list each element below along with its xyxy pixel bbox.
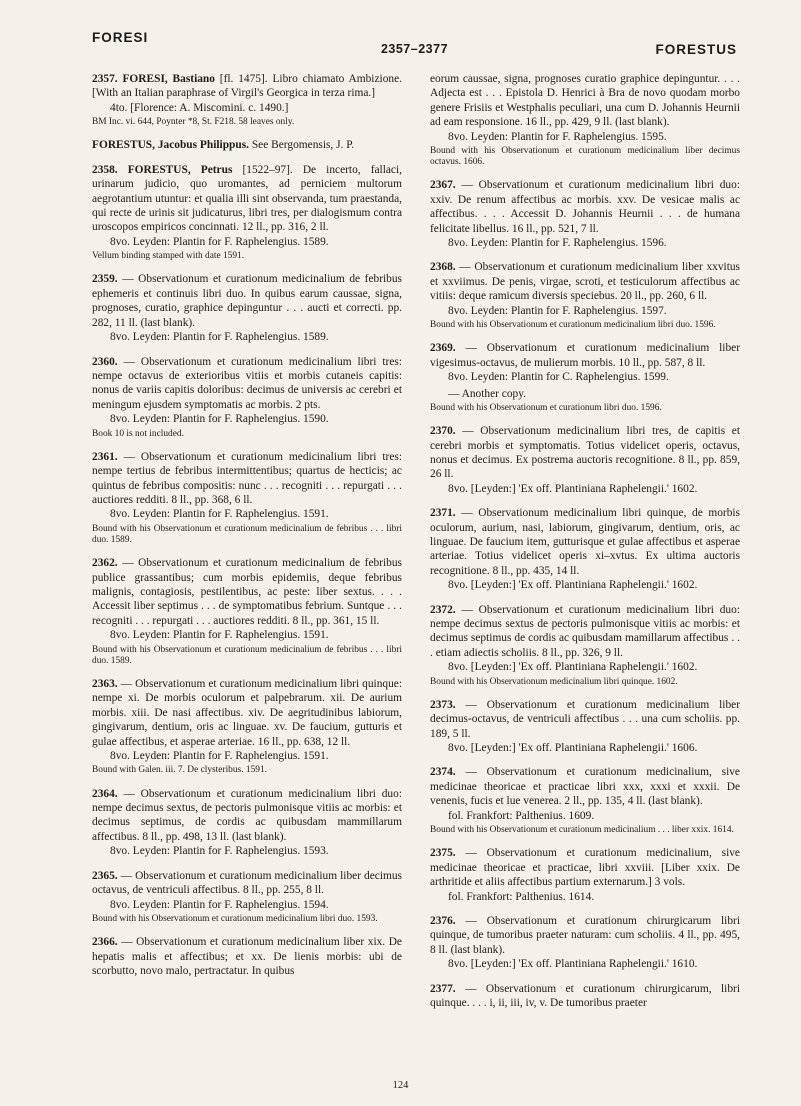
entry-description bbox=[430, 506, 740, 578]
entry-number: 2366. bbox=[92, 936, 118, 949]
entry-number: 2372. bbox=[430, 603, 456, 616]
entry-subcopy: — Another copy. bbox=[448, 387, 527, 400]
author-name: FORESTUS, Petrus bbox=[127, 163, 233, 176]
entry-description bbox=[430, 178, 740, 236]
catalog-entry bbox=[430, 914, 740, 972]
entry-imprint: 8vo. [Leyden:] 'Ex off. Plantiniana Raphelengii.' 1602. bbox=[448, 579, 698, 592]
entry-description bbox=[430, 982, 740, 1011]
entry-title-text: — Observationum medicinalium libri quinque, de morbis oculorum, aurium, nasi, labiorum, gingivarum, dentium, oris, ac linguae. De faucium item, gutturisque et gulae affectibus et asperae arteriae. Totius videlicet operis xi–xvtus. Ex ultima auctoris recognitione. 8 ll., pp. 435, 14 ll. bbox=[430, 507, 740, 577]
entry-note: Vellum binding stamped with date 1591. bbox=[92, 251, 245, 262]
entry-note: Bound with his Observationum et curationum medicinalium . . . liber xxix. 1614. bbox=[430, 825, 734, 836]
entry-description bbox=[430, 260, 740, 303]
entry-note: Bound with his Observationum et curationum medicinalium libri duo. 1593. bbox=[92, 913, 378, 924]
entry-number: 2370. bbox=[430, 425, 456, 438]
header-right: FORESTUS bbox=[655, 42, 737, 57]
entry-description bbox=[92, 163, 402, 235]
catalog-entry bbox=[430, 846, 740, 904]
entry-description bbox=[92, 787, 402, 845]
entry-number: 2375. bbox=[430, 847, 456, 860]
entry-number: 2357. bbox=[92, 73, 118, 85]
catalog-entry bbox=[430, 260, 740, 331]
entry-title-text: — Observationum medicinalium libri tres, de capitis et cerebri morbis et symptomatis. Totius videlicet operis, octavus, nonus et decimus. Ex postrema auctoris recognitione. 8 ll., pp. 859, 26 ll. bbox=[430, 425, 740, 481]
entry-number: 2374. bbox=[430, 766, 456, 779]
entry-description bbox=[430, 72, 740, 130]
entry-note: BM Inc. vi. 644, Poynter *8, St. F218. 58 leaves only. bbox=[92, 117, 295, 128]
entry-title-text: — Observationum et curationum chirurgicarum, libri quinque. . . . i, ii, iii, iv, v. De tumoribus praeter bbox=[430, 982, 740, 1009]
entry-imprint: 8vo. [Leyden:] 'Ex off. Plantiniana Raphelengii.' 1606. bbox=[448, 742, 698, 755]
entry-description bbox=[430, 698, 740, 741]
entry-title-text: — Observationum et curationum chirurgicarum libri quinque, de tumoribus praeter naturam: cum scholiis. 4 ll., pp. 495, 8 ll. (last blank). bbox=[430, 914, 740, 956]
catalog-entry bbox=[430, 341, 740, 414]
entry-description bbox=[430, 765, 740, 808]
catalog-entry bbox=[430, 178, 740, 250]
entry-imprint: 8vo. [Leyden:] 'Ex off. Plantiniana Raphelengii.' 1610. bbox=[448, 958, 698, 971]
entry-number: 2371. bbox=[430, 507, 456, 520]
entry-description bbox=[430, 914, 740, 957]
right-column bbox=[430, 72, 740, 1020]
entry-imprint: 8vo. Leyden: Plantin for F. Raphelengius. 1594. bbox=[110, 898, 329, 911]
entry-number: 2365. bbox=[92, 869, 118, 882]
entry-imprint: 8vo. Leyden: Plantin for F. Raphelengius. 1595. bbox=[448, 130, 667, 143]
entry-title-text: eorum caussae, signa, prognoses curatio graphice depinguntur. . . . Adjecta est . . . Epistola D. Henrici à Bra de novo quodam morbo genere Frisiis et Westphalis peculiari, una cum D. Johannis Heurnii ad eam responsione. 16 ll., pp. 429, 9 ll. (last blank). bbox=[430, 73, 740, 129]
entry-title-text: — Observationum et curationum medicinalium libri tres: nempe octavus de exterioribus vitiis et morbis cutaneis capitis: nonus de variis capitis doloribus: decimus de universis ac cerebri et meningum ejusdem symptomatis ac morbis. 2 pts. bbox=[92, 355, 402, 411]
xref-text: See Bergomensis, J. P. bbox=[249, 139, 355, 152]
entry-imprint: 8vo. Leyden: Plantin for F. Raphelengius. 1591. bbox=[110, 750, 329, 763]
entry-note: Bound with Galen. iii. 7. De clysteribus. 1591. bbox=[92, 765, 267, 776]
entry-imprint: 8vo. [Leyden:] 'Ex off. Plantiniana Raphelengii.' 1602. bbox=[448, 482, 698, 495]
catalog-entry bbox=[92, 355, 402, 440]
left-column bbox=[92, 72, 402, 988]
entry-note: Bound with his Observationum et curationum libri duo. 1596. bbox=[430, 402, 662, 413]
entry-imprint: 8vo. Leyden: Plantin for F. Raphelengius. 1590. bbox=[110, 413, 329, 426]
catalog-entry bbox=[92, 935, 402, 978]
entry-description bbox=[430, 424, 740, 482]
entry-imprint: 8vo. Leyden: Plantin for F. Raphelengius. 1589. bbox=[110, 235, 329, 248]
entry-title-text: [fl. 1475]. Libro chiamato Ambizione. [With an Italian paraphrase of Virgil's Georgica in terza rima.] bbox=[92, 73, 402, 100]
entry-description bbox=[92, 935, 402, 978]
header-left: FORESI bbox=[92, 30, 149, 45]
entry-number: 2367. bbox=[430, 179, 456, 192]
catalog-entry bbox=[92, 869, 402, 925]
entry-description bbox=[92, 869, 402, 898]
catalog-entry bbox=[430, 72, 740, 168]
entry-imprint: 8vo. Leyden: Plantin for F. Raphelengius. 1591. bbox=[110, 629, 329, 642]
entry-note: Bound with his Observationum et curationum medicinalium de febribus . . . libri duo. 1589. bbox=[92, 644, 402, 666]
catalog-entry bbox=[92, 163, 402, 263]
catalog-entry bbox=[430, 982, 740, 1011]
entry-title-text: — Observationum et curationum medicinalium de febribus publice grassantibus; cum morbis epidemiis, deque febribus malignis, contagiosis, pestilentibus, ac peste: liber sextus. . . . Accessit liber septimus . . . de symptomatibus febrium. Suntque . . . recogniti . . . repurgati . . . auctiores redditi. 8 ll., pp. 361, 15 ll. bbox=[92, 557, 402, 627]
xref-name: FORESTUS, Jacobus Philippus. bbox=[92, 139, 249, 152]
entry-description bbox=[92, 72, 402, 101]
entry-description bbox=[430, 846, 740, 889]
catalog-entry bbox=[430, 603, 740, 688]
entry-imprint: 4to. [Florence: A. Miscomini. c. 1490.] bbox=[110, 101, 289, 114]
entry-number: 2377. bbox=[430, 982, 456, 995]
entry-title-text: — Observationum et curationum medicinalium libri duo: xxiv. De renum affectibus ac morbis. xxv. De vesicae malis ac affectibus. . . . Accessit D. Johannis Heurnii . . . de humana felicitate libellus. 16 ll., pp. 521, 7 ll. bbox=[430, 179, 740, 235]
entry-title-text: — Observationum et curationum medicinalium liber decimus octavus, de ventriculi affectibus. 8 ll., pp. 255, 8 ll. bbox=[92, 869, 402, 897]
entry-title-text: — Observationum et curationum medicinalium libri tres: nempe tertius de febribus intermittentibus; quartus de hecticis; ac quintus de febribus compositis: nunc . . . recogniti . . . repurgati . . . auctiores redditi. 8 ll., pp. 368, 6 ll. bbox=[92, 450, 402, 506]
entry-number: 2376. bbox=[430, 914, 456, 927]
entry-imprint: fol. Frankfort: Palthenius. 1614. bbox=[448, 890, 595, 903]
entry-title-text: — Observationum et curationum medicinalium, sive medicinae theoricae et practicae, libri xxviii. [Liber xxix. De arthritide et aliis affectibus partium externarum.] 3 vols. bbox=[430, 847, 740, 889]
entry-imprint: 8vo. Leyden: Plantin for F. Raphelengius. 1597. bbox=[448, 304, 667, 317]
entry-title-text: [1522–97]. De incerto, fallaci, urinarum judicio, quo uromantes, ad perniciem multorum aegrotantium utuntur: et qualia illi sint observanda, tum praestanda, qui recte de urinis sit judicaturus, libri tres, per dialogismum contra uroscopos empiricos concinnati. 12 ll., pp. 316, 2 ll. bbox=[92, 163, 402, 234]
running-header bbox=[92, 22, 737, 57]
entry-title-text: — Observationum et curationum medicinalium liber vigesimus-octavus, de mulierum morbis. 10 ll., pp. 587, 8 ll. bbox=[430, 342, 740, 369]
catalog-entry bbox=[430, 506, 740, 592]
catalog-entry bbox=[430, 424, 740, 496]
entry-title-text: — Observationum et curationum medicinalium, sive medicinae theoricae et practicae libri xxx, xxxi et xxxii. De venenis, fucis et lue venerea. 2 ll., pp. 135, 4 ll. (last blank). bbox=[430, 766, 740, 808]
entry-number: 2369. bbox=[430, 342, 456, 355]
entry-imprint: 8vo. Leyden: Plantin for F. Raphelengius. 1593. bbox=[110, 845, 329, 858]
entry-number: 2364. bbox=[92, 787, 118, 800]
author-name: FORESI, Bastiano bbox=[122, 73, 215, 85]
entry-title-text: — Observationum et curationum medicinalium libri duo: nempe decimus sextus, de pectoris pulmonisque vitiis ac morbis: et decimus septimus, de cordis ac quibusdam mammillarum affectibus. 8 ll., pp. 498, 13 ll. (last blank). bbox=[92, 787, 402, 843]
catalog-entry bbox=[92, 450, 402, 546]
entry-note: Bound with his Observationum et curationum medicinalium libri duo. 1596. bbox=[430, 320, 716, 331]
entry-note: Bound with his Observationum et curationum medicinalium de febribus . . . libri duo. 1589. bbox=[92, 523, 402, 545]
catalog-entry bbox=[430, 698, 740, 756]
entry-title-text: — Observationum et curationum medicinalium libri duo: nempe decimus sextus de pectoris pulmonisque vitiis ac morbis: et decimus septimus de cordis ac quibusdam mamillarum affectibus . . . etiam adiectis scholiis. 8 ll., pp. 326, 9 ll. bbox=[430, 603, 740, 659]
page-number: 124 bbox=[392, 1080, 409, 1091]
entry-description bbox=[92, 272, 402, 330]
entry-imprint: 8vo. Leyden: Plantin for F. Raphelengius. 1596. bbox=[448, 237, 667, 250]
entry-number: 2359. bbox=[92, 273, 118, 286]
entry-description bbox=[430, 341, 740, 370]
entry-description bbox=[430, 603, 740, 661]
catalog-entry bbox=[92, 272, 402, 344]
entry-note: Book 10 is not included. bbox=[92, 428, 184, 439]
entry-imprint: 8vo. [Leyden:] 'Ex off. Plantiniana Raphelengii.' 1602. bbox=[448, 661, 698, 674]
entry-title-text: — Observationum et curationum medicinalium liber xix. De hepatis malis et affectibus; et xx. De lienis morbis: ubi de scorbutto, novo malo, pertractatur. In quibus bbox=[92, 936, 402, 977]
entry-description bbox=[92, 677, 402, 749]
entry-description bbox=[92, 556, 402, 628]
entry-number: 2368. bbox=[430, 261, 456, 274]
entry-title-text: — Observationum et curationum medicinalium liber decimus-octavus, de ventriculi affectibus . . . una cum scholiis. pp. 189, 5 ll. bbox=[430, 698, 740, 740]
catalog-entry bbox=[92, 556, 402, 667]
entry-number: 2363. bbox=[92, 678, 118, 691]
entry-title-text: — Observationum et curationum medicinalium de febribus ephemeris et continuis libri duo. In quibus earum caussae, signa, prognoses, curatio, graphice depinguntur . . . aucti et correcti. pp. 282, 11 ll. (last blank). bbox=[92, 273, 402, 329]
entry-description bbox=[92, 355, 402, 413]
entry-number: 2361. bbox=[92, 450, 118, 463]
entry-imprint: fol. Frankfort: Palthenius. 1609. bbox=[448, 809, 595, 822]
entry-note: Bound with his Observationum et curationum medicinalium liber decimus octavus. 1606. bbox=[430, 146, 740, 168]
entry-note: Bound with his Observationum medicinalium libri quinque. 1602. bbox=[430, 676, 678, 687]
entry-number: 2358. bbox=[92, 163, 118, 176]
catalog-entry bbox=[430, 765, 740, 836]
entry-number: 2360. bbox=[92, 355, 118, 368]
entry-imprint: 8vo. Leyden: Plantin for F. Raphelengius. 1589. bbox=[110, 331, 329, 344]
catalog-entry bbox=[92, 72, 402, 128]
entry-description bbox=[92, 450, 402, 508]
entry-title-text: — Observationum et curationum medicinalium liber xxvitus et xxviimus. De penis, virgae, scroti, et testiculorum affectibus ac vitiis: deque ramicum diversis speciebus. 20 ll., pp. 260, 6 ll. bbox=[430, 261, 740, 303]
catalog-entry bbox=[92, 677, 402, 777]
entry-title-text: — Observationum et curationum medicinalium libri quinque: nempe xi. De morbis oculorum et palpebrarum. xii. De aurium morbis. xiii. De nasi affectibus. xiv. De aegritudinibus labiorum, gingivarum, dentium, oris ac linguae. xv. De faucium, gutturis et gulae affectibus, et asperae arteriae. 16 ll., pp. 638, 12 ll. bbox=[92, 678, 402, 748]
catalog-entry bbox=[92, 787, 402, 859]
entry-imprint: 8vo. Leyden: Plantin for F. Raphelengius. 1591. bbox=[110, 508, 329, 521]
entry-number: 2362. bbox=[92, 557, 118, 570]
header-center: 2357–2377 bbox=[380, 42, 449, 56]
cross-reference bbox=[92, 138, 402, 152]
entry-number: 2373. bbox=[430, 698, 456, 711]
entry-imprint: 8vo. Leyden: Plantin for C. Raphelengius. 1599. bbox=[448, 371, 669, 384]
